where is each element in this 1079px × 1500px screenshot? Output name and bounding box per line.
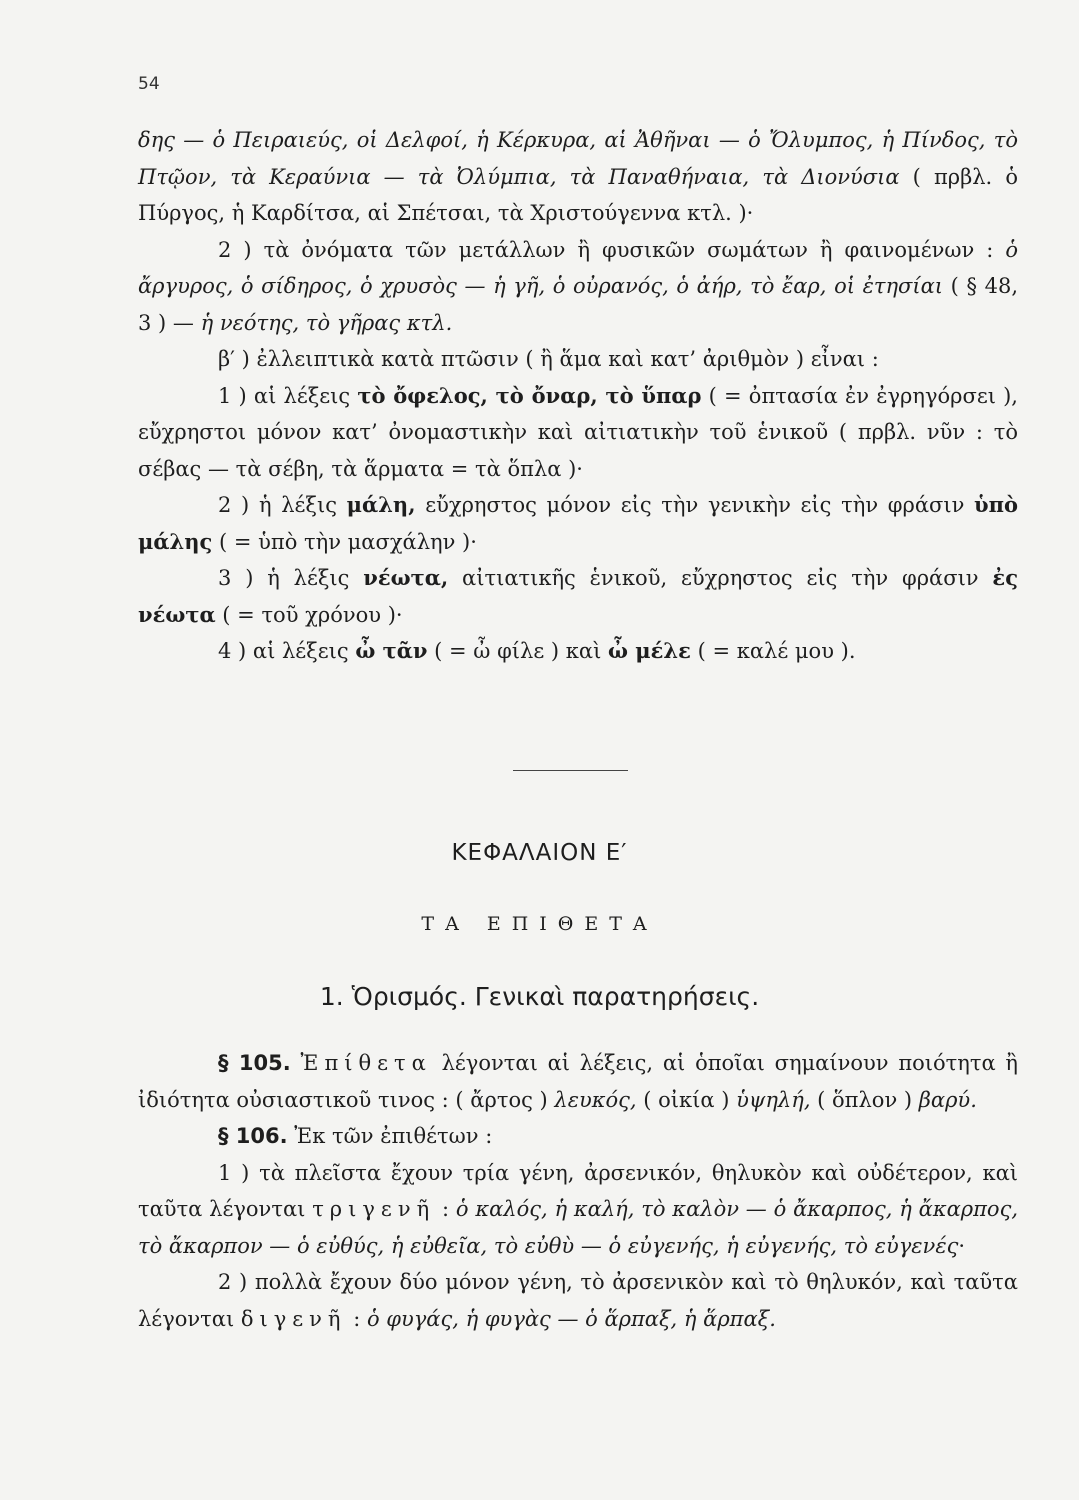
text-run: 4 ) αἱ λέξεις [218, 639, 356, 663]
text-run: ( = ὑπὸ τὴν μασχάλην )· [212, 529, 477, 554]
text-run: μάλη, [346, 492, 416, 517]
paragraph [138, 487, 1018, 560]
text-run: αἰτιατικῆς ἑνικοῦ, εὔχρηστος εἰς τὴν φράσιν [448, 566, 993, 590]
paragraph [138, 122, 1018, 232]
text-run: 1 ) τὰ πλεῖστα ἔχουν τρία γένη, ἀρσενικόν, θηλυκὸν καὶ οὐδέτερον, καὶ ταῦτα λέγονται [138, 1160, 1018, 1221]
text-run: : [346, 1306, 367, 1331]
text-run: 2 ) ἡ λέξις [218, 493, 347, 517]
text-run: 3 ) ἡ λέξις [218, 566, 364, 590]
section-divider [513, 770, 628, 771]
text-run: ὁ καλός, ἡ καλή, τὸ καλὸν — ὁ ἄκαρπος, ἡ ἄκαρπος, τὸ ἄκαρπον — ὁ εὐθύς, ἡ εὐθεῖα, τὸ εὐθὺ — ὁ εὐγενής, ἡ εὐγενής, τὸ εὐγενές [138, 1197, 1019, 1258]
text-run: ὑπὸ μάλης [138, 492, 1018, 554]
text-run: δης — ὁ Πειραιεύς, οἱ Δελφοί, ἡ Κέρκυρα, αἱ Ἀθῆναι — ὁ Ὄλυμπος, ἡ Πίνδος, τὸ Πτῷον, τὰ Κεραύνια — τὰ Ὀλύμπια, τὰ Παναθήναια, τὰ Διονύσια [138, 128, 1018, 189]
text-run: ( = ὀπτασία ἐν ἐγρηγόρσει ), εὔχρηστοι μόνον κατ’ ὀνομαστικὴν καὶ αἰτιατικὴν τοῦ ἑνικοῦ ( πρβλ. νῦν : τὸ σέβας — τὰ σέβη, τὰ ἅρματα = τὰ ὅπλα )· [138, 383, 1018, 481]
text-run: · [958, 1233, 966, 1258]
paragraph [138, 1264, 1018, 1337]
page-number: 54 [138, 74, 160, 94]
text-run: ὁ φυγάς, ἡ φυγὰς — ὁ ἅρπαξ, ἡ ἅρπαξ. [366, 1306, 776, 1331]
text-run: : [435, 1197, 456, 1221]
text-run: ( = ὦ φίλε ) καὶ [427, 639, 608, 663]
paragraph [138, 1155, 1018, 1265]
text-run: ὁ ἄργυρος, ὁ σίδηρος, ὁ χρυσὸς — ἡ γῆ, ὁ οὐρανός, ὁ ἀήρ, τὸ ἔαρ, οἱ ἐτησίαι [138, 237, 1018, 298]
text-run: ( οἰκία ) [636, 1087, 737, 1112]
text-run: ἐς νέωτα [138, 565, 1018, 627]
text-run: Ἐπίθετα [300, 1051, 432, 1075]
text-run: ( = καλέ μου ). [690, 639, 856, 663]
text-run: λευκός, [554, 1087, 637, 1112]
section-title: ΤΑ ΕΠΙΘΕΤΑ [421, 913, 658, 935]
text-run: 2 ) πολλὰ ἔχουν δύο μόνον γένη, τὸ ἀρσενικὸν καὶ τὸ θηλυκόν, καὶ ταῦτα λέγονται [138, 1270, 1018, 1331]
paragraph [138, 1118, 1018, 1155]
text-run: ( πρβλ. ὁ Πύργος, ἡ Καρδίτσα, αἱ Σπέτσαι, τὰ Χριστούγεννα κτλ. )· [138, 164, 1018, 225]
paragraph [138, 378, 1018, 488]
chapter-title: ΚΕΦΑΛΑΙΟΝ Ε′ [451, 840, 628, 866]
text-run: ἡ νεότης, τὸ γῆρας κτλ. [200, 310, 453, 335]
text-run: 1 ) αἱ λέξεις [218, 383, 358, 408]
paragraph [138, 341, 1018, 378]
text-run: ὦ τᾶν [355, 638, 428, 663]
text-run: διγενῆ [240, 1306, 347, 1331]
text-run: ( = τοῦ χρόνου )· [215, 602, 403, 627]
paragraph [138, 560, 1018, 633]
paragraph [138, 633, 1018, 670]
text-run: βαρύ. [918, 1087, 977, 1112]
text-run: τριγενῆ [312, 1197, 436, 1221]
text-run: β′ ) ἐλλειπτικὰ κατὰ πτῶσιν ( ἢ ἅμα καὶ κατ’ ἀριθμὸν ) εἶναι : [218, 347, 879, 371]
text-run: 2 ) τὰ ὀνόματα τῶν μετάλλων ἢ φυσικῶν σωμάτων ἢ φαινομένων : [218, 237, 1006, 262]
text-run: ὦ μέλε [607, 638, 691, 663]
paragraph [138, 1045, 1018, 1118]
paragraph [138, 232, 1018, 342]
subsection-title: 1. Ὁρισμός. Γενικαὶ παρατηρήσεις. [319, 982, 760, 1011]
text-run [291, 1051, 301, 1075]
text-run: λέγονται αἱ λέξεις, αἱ ὁποῖαι σημαίνουν ποιότητα ἢ ἰδιότητα οὐσιαστικοῦ τινος : ( ἄρτος ) [138, 1051, 1019, 1112]
text-run: τὸ ὄφελος, τὸ ὄναρ, τὸ ὕπαρ [357, 382, 702, 408]
text-block-bottom [138, 1045, 1018, 1337]
section-number: § 106. [218, 1124, 288, 1148]
text-run: εὔχρηστος μόνον εἰς τὴν γενικὴν εἰς τὴν φράσιν [415, 493, 975, 517]
text-run: νέωτα, [363, 565, 449, 590]
text-run: ( ὅπλον ) [810, 1087, 919, 1112]
text-run: Ἐκ τῶν ἐπιθέτων : [287, 1124, 493, 1148]
text-run: ὑψηλή, [736, 1087, 811, 1112]
text-run: ( § 48, 3 ) — [138, 274, 1018, 335]
section-number: § 105. [218, 1051, 291, 1075]
text-block-top [138, 122, 1018, 670]
